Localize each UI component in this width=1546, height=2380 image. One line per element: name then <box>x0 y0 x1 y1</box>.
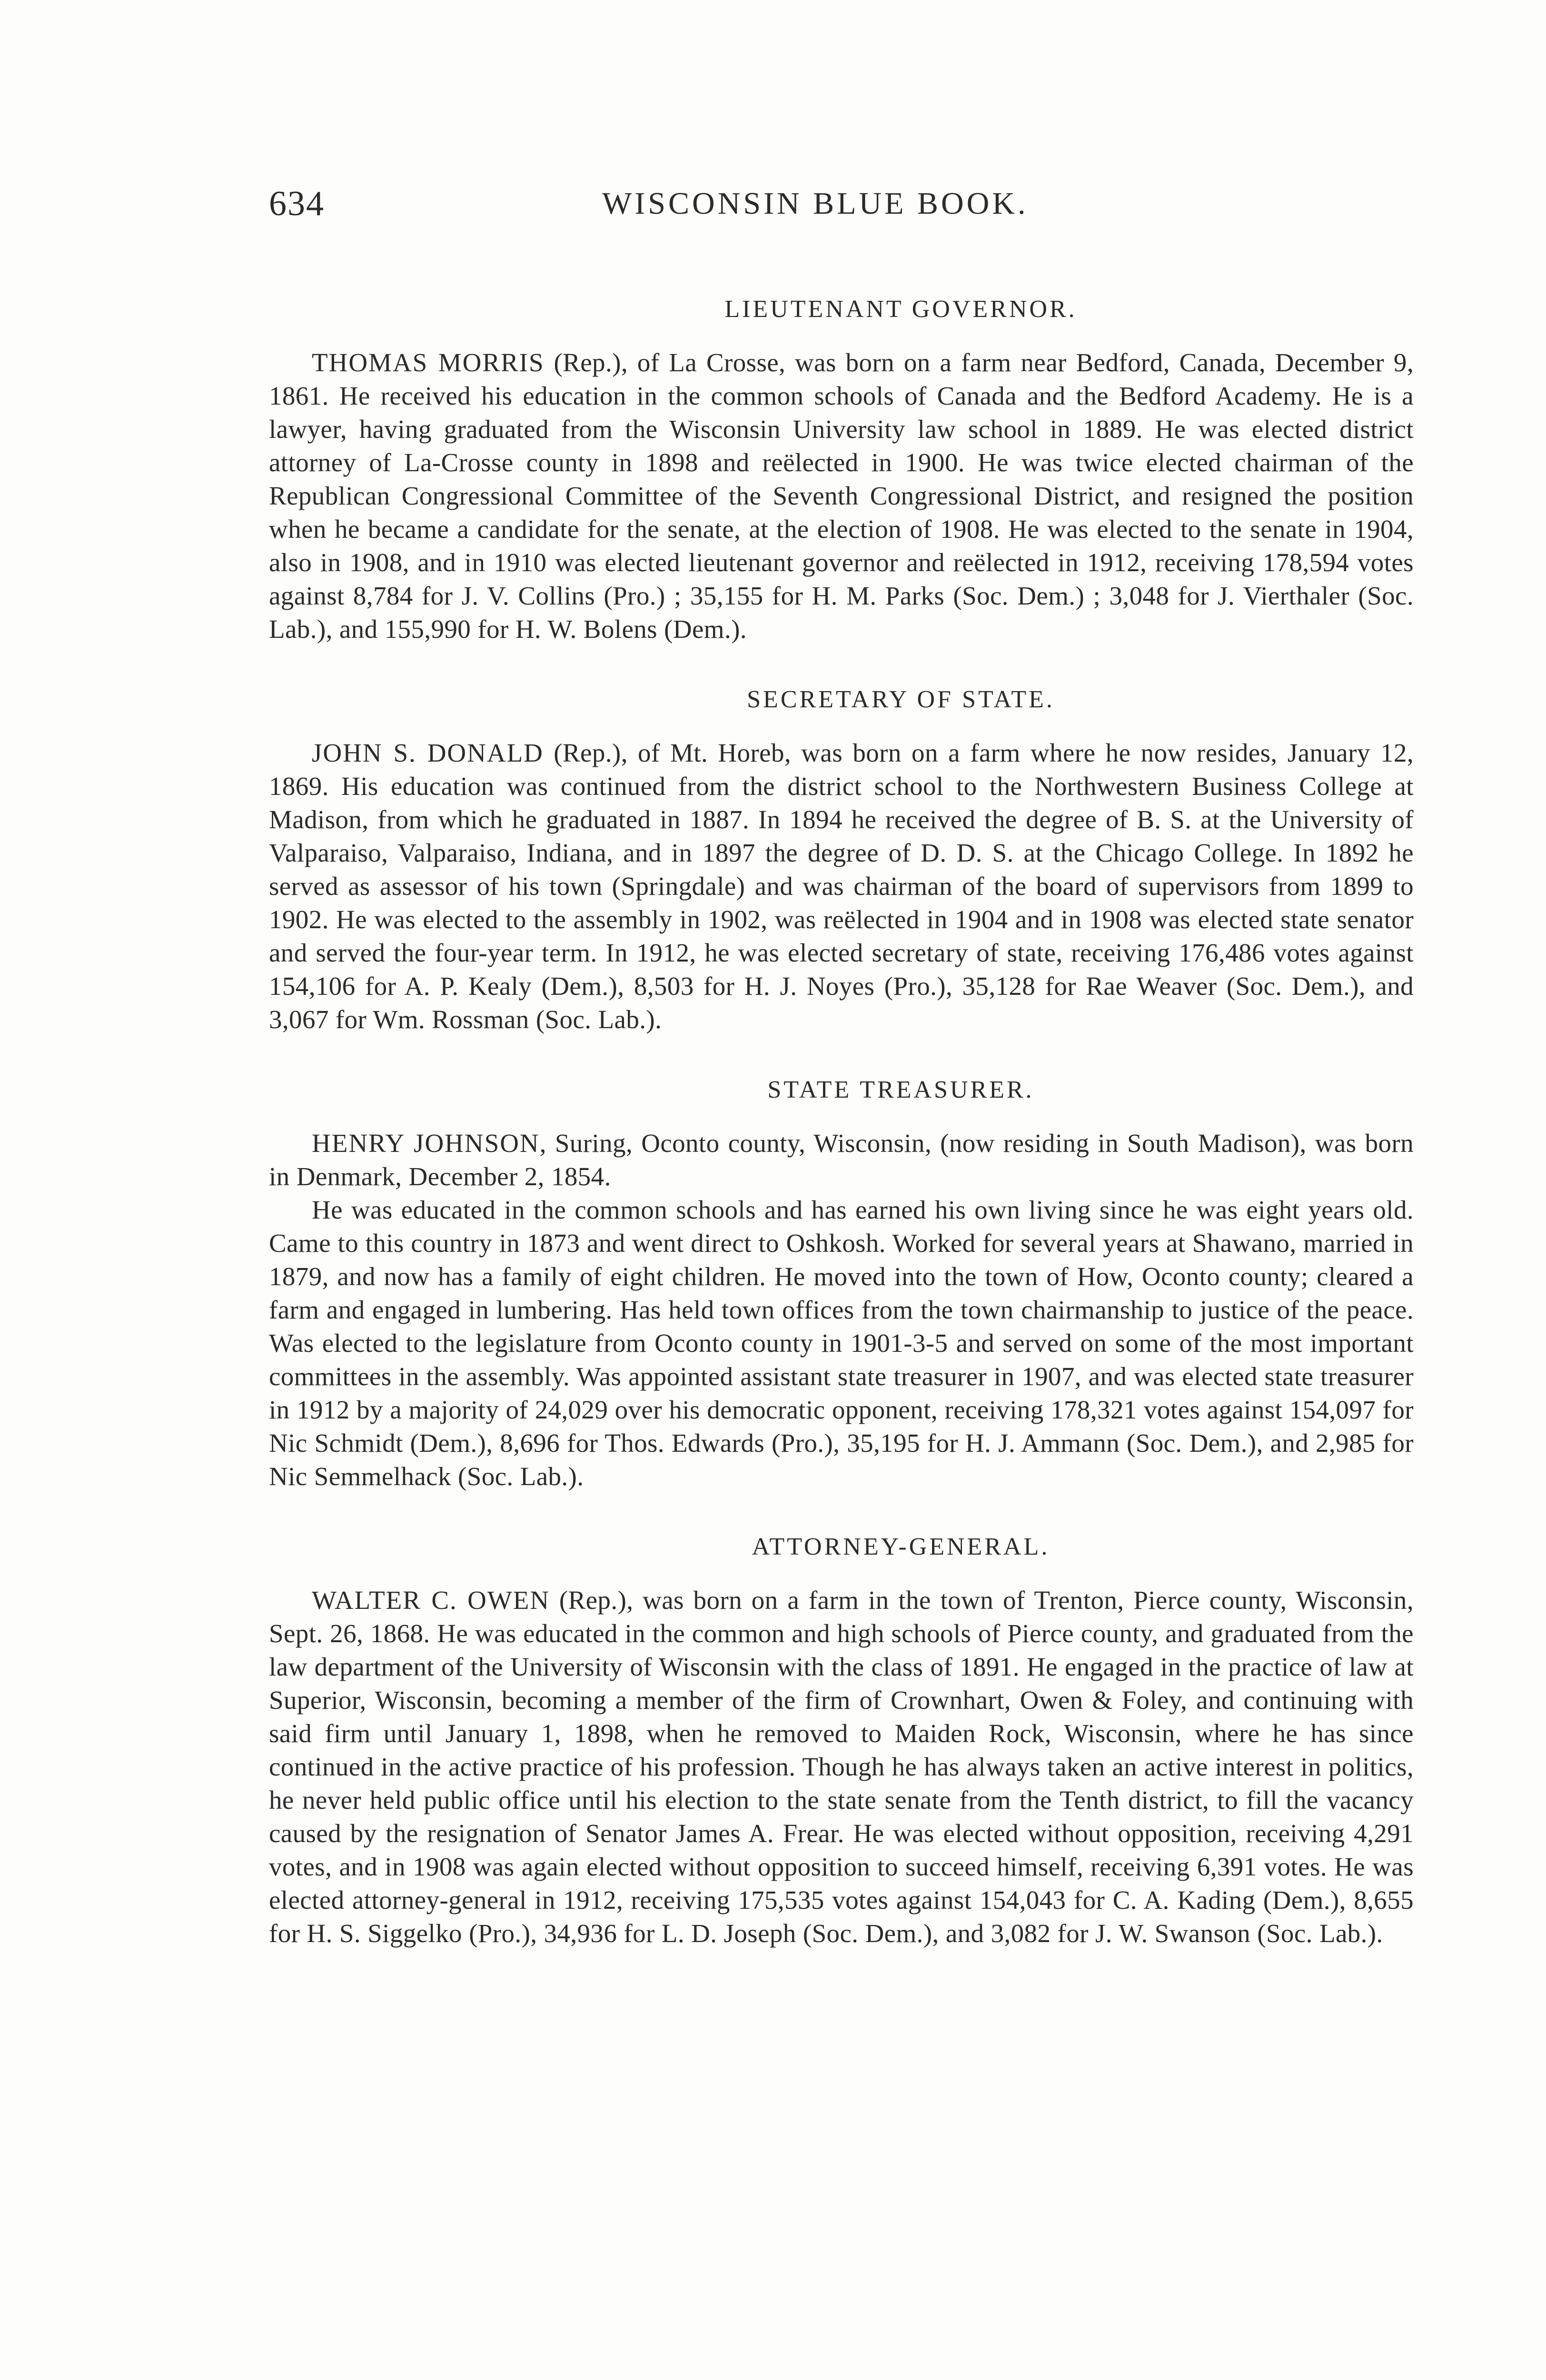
section-lieutenant-governor <box>269 293 1414 646</box>
biography-paragraph: He was educated in the common schools and has earned his own living since he was eight years old. Came to this country in 1873 and went direct to Oshkosh. Worked for several years at Shawano, married in 1879, and now has a family of eight children. He moved into the town of How, Oconto county; cleared a farm and engaged in lumbering. Has held town offices from the town chairmanship to justice of the peace. Was elected to the legislature from Oconto county in 1901-3-5 and served on some of the most important committees in the assembly. Was appointed assistant state treasurer in 1907, and was elected state treasurer in 1912 by a majority of 24,029 over his democratic opponent, receiving 178,321 votes against 154,097 for Nic Schmidt (Dem.), 8,696 for Thos. Edwards (Pro.), 35,195 for H. J. Ammann (Soc. Dem.), and 2,985 for Nic Semmelhack (Soc. Lab.). <box>269 1195 1414 1491</box>
section-state-treasurer <box>269 1073 1414 1493</box>
biography-text: (Rep.), of La Crosse, was born on a farm near Bedford, Canada, December 9, 1861. He received his education in the common schools of Canada and the Bedford Academy. He is a lawyer, having graduated from the Wisconsin University law school in 1889. He was elected district attorney of La-Crosse county in 1898 and reëlected in 1900. He was twice elected chairman of the Republican Congressional Committee of the Seventh Congressional District, and resigned the position when he became a candidate for the senate, at the election of 1908. He was elected to the senate in 1904, also in 1908, and in 1910 was elected lieutenant governor and reëlected in 1912, receiving 178,594 votes against 8,784 for J. V. Collins (Pro.) ; 35,155 for H. M. Parks (Soc. Dem.) ; 3,048 for J. Vierthaler (Soc. Lab.), and 155,990 for H. W. Bolens (Dem.). <box>269 348 1414 644</box>
page-body <box>269 293 1414 1987</box>
page-number: 634 <box>269 184 325 223</box>
biography-paragraph <box>269 1127 1414 1193</box>
biography-text: (Rep.), of Mt. Horeb, was born on a farm where he now resides, January 12, 1869. His education was continued from the district school to the Northwestern Business College at Madison, from which he graduated in 1887. In 1894 he received the degree of B. S. at the University of Valparaiso, Valparaiso, Indiana, and in 1897 the degree of D. D. S. at the Chicago College. In 1892 he served as assessor of his town (Springdale) and was chairman of the board of supervisors from 1899 to 1902. He was elected to the assembly in 1902, was reëlected in 1904 and in 1908 was elected state senator and served the four-year term. In 1912, he was elected secretary of state, receiving 176,486 votes against 154,106 for A. P. Kealy (Dem.), 8,503 for H. J. Noyes (Pro.), 35,128 for Rae Weaver (Soc. Dem.), and 3,067 for Wm. Rossman (Soc. Lab.). <box>269 738 1414 1034</box>
biography-text: (Rep.), was born on a farm in the town of Trenton, Pierce county, Wisconsin, Sept. 26, 1868. He was educated in the common and high schools of Pierce county, and graduated from the law department of the University of Wisconsin with the class of 1891. He engaged in the practice of law at Superior, Wisconsin, becoming a member of the firm of Crownhart, Owen & Foley, and continuing with said firm until January 1, 1898, when he removed to Maiden Rock, Wisconsin, where he has since continued in the active practice of his profession. Though he has always taken an active interest in politics, he never held public office until his election to the state senate from the Tenth district, to fill the vacancy caused by the resignation of Senator James A. Frear. He was elected without opposition, receiving 4,291 votes, and in 1908 was again elected without opposition to succeed himself, receiving 6,391 votes. He was elected attorney-general in 1912, receiving 175,535 votes against 154,043 for C. A. Kading (Dem.), 8,655 for H. S. Siggelko (Pro.), 34,936 for L. D. Joseph (Soc. Dem.), and 3,082 for J. W. Swanson (Soc. Lab.). <box>269 1586 1414 1948</box>
running-head: WISCONSIN BLUE BOOK. <box>602 186 1029 221</box>
section-attorney-general <box>269 1530 1414 1950</box>
officer-name: HENRY JOHNSON <box>312 1129 540 1158</box>
section-heading: STATE TREASURER. <box>767 1076 1034 1103</box>
page-header <box>0 182 1546 225</box>
officer-name: JOHN S. DONALD <box>312 738 544 767</box>
section-heading: ATTORNEY-GENERAL. <box>752 1533 1050 1560</box>
biography-paragraph <box>269 736 1414 1036</box>
section-secretary-of-state <box>269 683 1414 1036</box>
section-heading: LIEUTENANT GOVERNOR. <box>724 296 1077 323</box>
biography-text: , Suring, Oconto county, Wisconsin, (now residing in South Madison), was born in Denmark, December 2, 1854. <box>269 1129 1414 1191</box>
section-heading: SECRETARY OF STATE. <box>747 686 1055 713</box>
officer-name: THOMAS MORRIS <box>312 348 545 377</box>
biography-paragraph <box>269 1584 1414 1950</box>
officer-name: WALTER C. OWEN <box>312 1586 550 1615</box>
biography-paragraph <box>269 346 1414 646</box>
